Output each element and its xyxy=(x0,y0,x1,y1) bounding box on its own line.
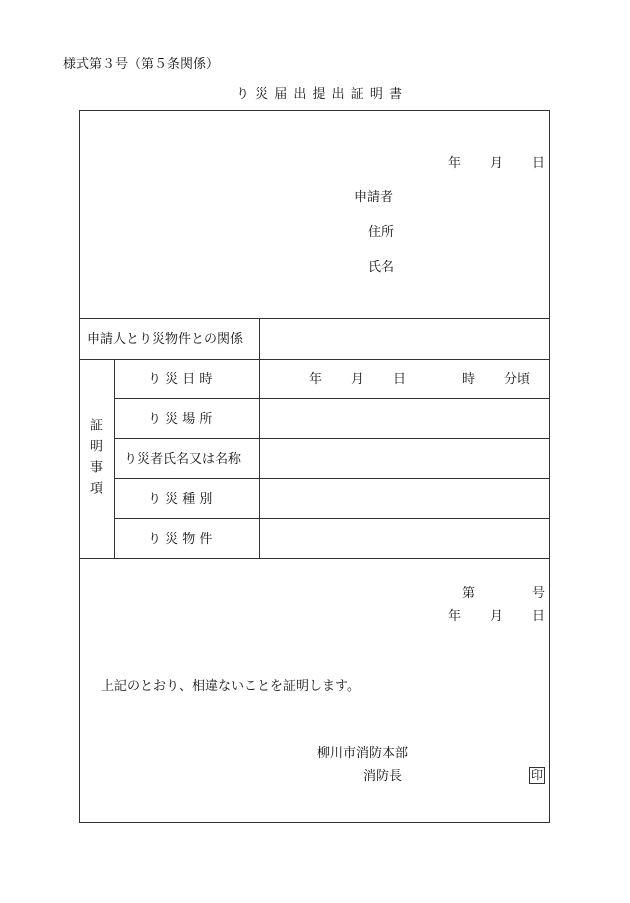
datetime-minute: 分頃 xyxy=(504,372,531,387)
divider-row-1 xyxy=(114,398,550,399)
divider-section-column xyxy=(114,359,115,559)
row-label-disaster-location: り 災 場 所 xyxy=(148,412,213,427)
issuance-month: 月 xyxy=(490,609,504,624)
relation-label: 申請人とり災物件との関係 xyxy=(87,332,244,347)
issuance-year: 年 xyxy=(448,609,462,624)
issuing-organization: 柳川市消防本部 xyxy=(317,746,409,761)
datetime-day: 日 xyxy=(393,372,407,387)
form-number: 様式第３号（第５条関係） xyxy=(63,57,220,72)
document-title: り 災 届 出 提 出 証 明 書 xyxy=(236,87,404,102)
application-month: 月 xyxy=(490,156,504,171)
divider-row-4 xyxy=(114,518,550,519)
divider-relation xyxy=(79,359,550,360)
seal-box: 印 xyxy=(530,768,543,782)
name-label: 氏名 xyxy=(368,260,395,275)
row-label-disaster-property: り 災 物 件 xyxy=(148,532,213,547)
datetime-hour: 時 xyxy=(462,372,476,387)
issuance-day: 日 xyxy=(532,609,546,624)
datetime-year: 年 xyxy=(309,372,323,387)
address-label: 住所 xyxy=(368,225,395,240)
row-label-disaster-datetime: り 災 日 時 xyxy=(148,372,213,387)
application-year: 年 xyxy=(448,156,462,171)
row-label-disaster-type: り 災 種 別 xyxy=(148,492,213,507)
certificate-number-suffix: 号 xyxy=(532,586,546,601)
datetime-month: 月 xyxy=(351,372,365,387)
application-day: 日 xyxy=(532,156,546,171)
divider-relation-column xyxy=(259,318,260,559)
applicant-label: 申請者 xyxy=(354,190,394,205)
row-label-victim-name: り災者氏名又は名称 xyxy=(124,452,242,467)
certification-statement: 上記のとおり、相違ないことを証明します。 xyxy=(101,679,360,694)
official-title: 消防長 xyxy=(363,769,403,784)
divider-certification xyxy=(79,558,550,559)
divider-application xyxy=(79,318,550,319)
certificate-number-prefix: 第 xyxy=(462,586,476,601)
divider-row-3 xyxy=(114,478,550,479)
certification-section-label: 証明事項 xyxy=(87,418,102,502)
divider-row-2 xyxy=(114,438,550,439)
